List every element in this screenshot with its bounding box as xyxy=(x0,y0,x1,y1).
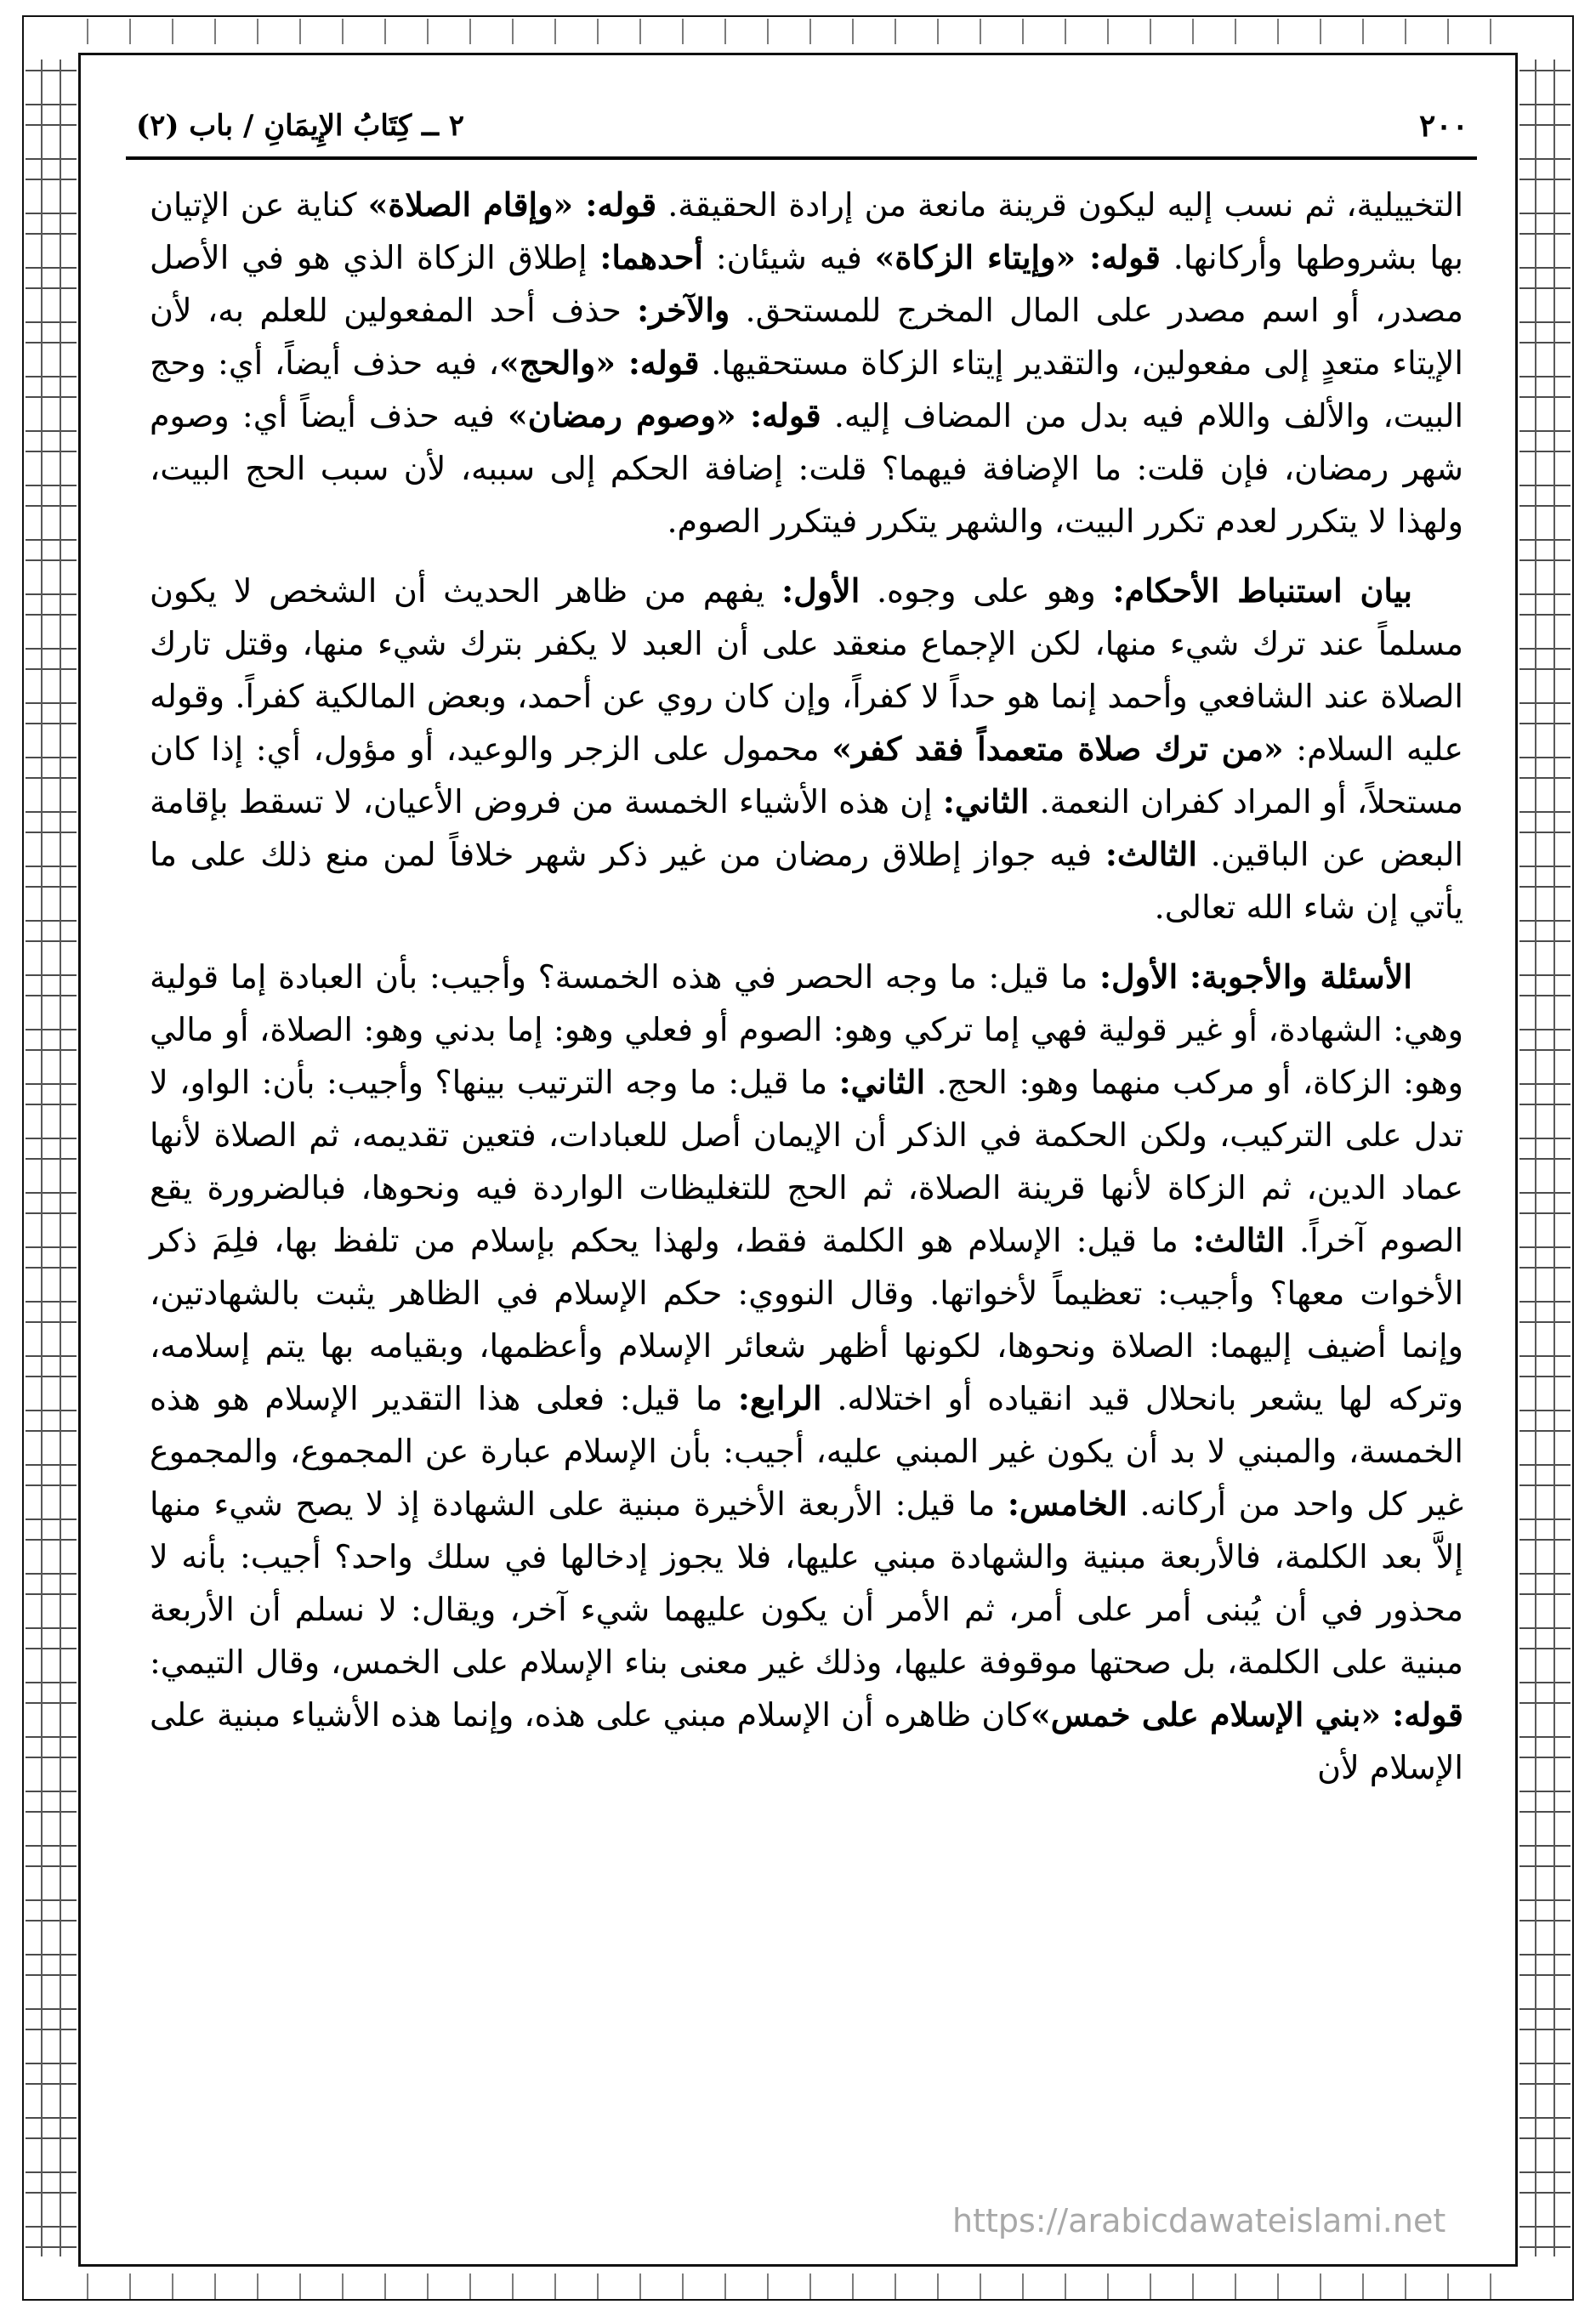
bold-term: الثالث: xyxy=(1192,1221,1285,1259)
text-run: ما قيل: ما وجه الحصر في هذه الخمسة؟ وأجيب: بأن العبادة إما قولية وهي: الشهادة، أو غير قولية فهي إما تركي وهو: الصوم أو فعلي وهو: إما بدني وهو: الصلاة، أو مالي وهو: الزكاة، أو مركب منهما وهو: الحج. xyxy=(150,958,1463,1101)
text-run: إن هذه الأشياء الخمسة من فروض الأعيان، لا تسقط بإقامة البعض عن الباقين. xyxy=(150,783,1463,873)
text-run: التخييلية، ثم نسب إليه ليكون قرينة مانعة من إرادة الحقيقة. xyxy=(656,186,1464,224)
bold-term: قوله: «والحج» xyxy=(498,343,700,382)
text-run: إطلاق الزكاة الذي هو في الأصل مصدر، أو اسم مصدر على المال المخرج للمستحق. xyxy=(150,239,1463,329)
text-run: يفهم من ظاهر الحديث أن الشخص لا يكون مسلماً عند ترك شيء منها، لكن الإجماع منعقد على أن العبد لا يكفر بترك شيء منها، وقتل تارك الصلاة عند الشافعي وأحمد إنما هو حداً لا كفراً، وإن كان روي عن أحمد، وبعض المالكية كفراً. وقوله عليه السلام: xyxy=(150,572,1463,768)
bold-term: الثالث: xyxy=(1105,835,1197,873)
top-ornament-border xyxy=(78,19,1518,44)
paragraph xyxy=(150,565,1463,934)
bold-term: الثاني: xyxy=(838,1063,926,1101)
paragraph xyxy=(150,951,1463,1794)
header-rule xyxy=(126,156,1477,160)
bold-term: الرابع: xyxy=(737,1379,822,1417)
paragraph xyxy=(150,179,1463,548)
bold-term: قوله: «وإيتاء الزكاة» xyxy=(874,238,1161,276)
text-run: كان ظاهره أن الإسلام مبني على هذه، وإنما هذه الأشياء مبنية على الإسلام لأن xyxy=(150,1696,1463,1786)
text-run: كناية عن الإتيان بها بشروطها وأركانها. xyxy=(150,186,1463,276)
bold-term: الأسئلة والأجوبة: xyxy=(1189,957,1412,996)
bold-term: «من ترك صلاة متعمداً فقد كفر» xyxy=(832,729,1284,768)
watermark-url: https://arabicdawateislami.net xyxy=(952,2202,1446,2239)
page-header xyxy=(136,99,1468,153)
page-number: ٢٠٠ xyxy=(1418,108,1468,144)
bold-term: بيان استنباط الأحكام: xyxy=(1112,571,1412,610)
text-run: وهو على وجوه. xyxy=(860,572,1113,610)
text-run: ما قيل: ما وجه الترتيب بينها؟ وأجيب: بأن: الواو، لا تدل على التركيب، ولكن الحكمة في الذكر أن الإيمان أصل للعبادات، فتعين تقديمه، ثم الصلاة لأنها عماد الدين، ثم الزكاة لأنها قرينة الصلاة، ثم الحج للتغليظات الواردة فيه ونحوها، فبالضرورة يقع الصوم آخراً. xyxy=(150,1064,1463,1259)
bold-term: قوله: «وصوم رمضان» xyxy=(507,396,821,434)
text-run: ما قيل: فعلى هذا التقدير الإسلام هو هذه الخمسة، والمبني لا بد أن يكون غير المبني عليه، أجيب: بأن الإسلام عبارة عن المجموع، والمجموع غير كل واحد من أركانه. xyxy=(150,1380,1463,1523)
bold-term: الثاني: xyxy=(942,782,1030,820)
text-run: فيه جواز إطلاق رمضان من غير ذكر شهر خلافاً لمن منع ذلك على ما يأتي إن شاء الله تعالى. xyxy=(150,836,1463,926)
bold-term: الأول: xyxy=(1099,957,1179,996)
page-body xyxy=(150,179,1463,2194)
text-run xyxy=(1178,958,1190,996)
bold-term: الخامس: xyxy=(1007,1484,1127,1523)
running-title: ٢ ــ كِتَابُ الإِيمَانِ / باب (٢) xyxy=(136,109,465,143)
right-ornament-border xyxy=(1519,60,1570,2256)
text-run: ، فيه حذف أيضاً، أي: وحج البيت، والألف واللام فيه بدل من المضاف إليه. xyxy=(150,344,1463,434)
text-run: فيه حذف أيضاً أي: وصوم شهر رمضان، فإن قلت: ما الإضافة فيهما؟ قلت: إضافة الحكم إلى سببه، لأن سبب الحج البيت، ولهذا لا يتكرر لعدم تكرر البيت، والشهر يتكرر فيتكرر الصوم. xyxy=(150,397,1463,540)
text-run: ما قيل: الأربعة الأخيرة مبنية على الشهادة إذ لا يصح شيء منها إلاَّ بعد الكلمة، فالأربعة مبنية والشهادة مبني عليها، فلا يجوز إدخالها في سلك واحد؟ أجيب: بأنه لا محذور في أن يُبنى أمر على أمر، ثم الأمر أن يكون عليهما شيء آخر، ويقال: لا نسلم أن الأربعة مبنية على الكلمة، بل صحتها موقوفة عليها، وذلك غير معنى بناء الإسلام على الخمس، وقال التيمي: xyxy=(150,1485,1463,1681)
bold-term: قوله: «وإقام الصلاة» xyxy=(367,185,657,224)
bold-term: الأول: xyxy=(781,571,860,610)
text-run: ما قيل: الإسلام هو الكلمة فقط، ولهذا يحكم بإسلام من تلفظ بها، فلِمَ ذكر الأخوات معها؟ وأجيب: تعظيماً لأخواتها. وقال النووي: حكم الإسلام في الظاهر يثبت بالشهادتين، وإنما أضيف إليهما: الصلاة ونحوها، لكونها أظهر شعائر الإسلام وأعظمها، وبقيامه بها يتم إسلامه، وتركه لها يشعر بانحلال قيد انقياده أو اختلاله. xyxy=(150,1222,1463,1417)
bottom-ornament-border xyxy=(78,2273,1518,2299)
bold-term: والآخر: xyxy=(637,291,730,329)
bold-term: أحدهما: xyxy=(599,238,703,276)
text-run: فيه شيئان: xyxy=(702,239,875,276)
text-run: محمول على الزجر والوعيد، أو مؤول، أي: إذا كان مستحلاً، أو المراد كفران النعمة. xyxy=(150,730,1463,820)
left-ornament-border xyxy=(26,60,77,2256)
bold-term: قوله: «بني الإسلام على خمس» xyxy=(1030,1695,1463,1734)
text-run: حذف أحد المفعولين للعلم به، لأن الإيتاء متعدٍ إلى مفعولين، والتقدير إيتاء الزكاة مستحقيها. xyxy=(150,292,1463,382)
